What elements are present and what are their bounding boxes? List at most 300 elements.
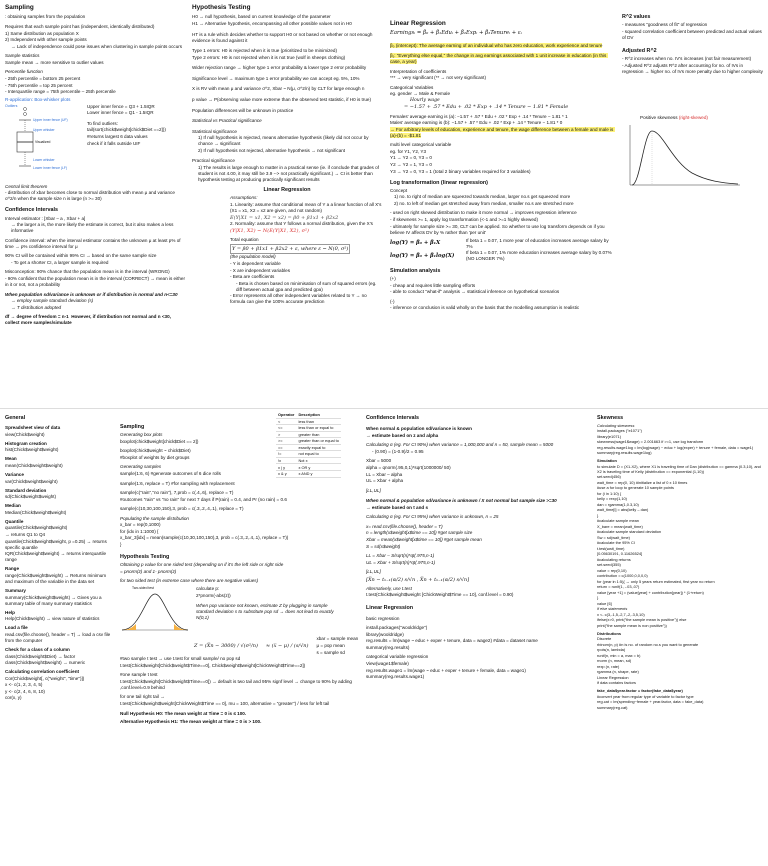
text-line: x_bar = rep(0,1000) bbox=[120, 522, 161, 528]
text-line: Categorical Variables bbox=[390, 84, 434, 90]
text-line: When population sd/variance is unknown or if distribution is normal and n<=30 bbox=[5, 291, 178, 297]
text-line: sample(c(10,30,100,150),3, prob = c(.3,.2,.4,.1), replace = T) bbox=[120, 506, 244, 512]
section-title-confidence: Confidence Intervals bbox=[5, 207, 59, 214]
text-line: - Interquartile range = 75th percentile – 25th percentile bbox=[5, 89, 116, 95]
text-line: print("the sample mean is non positive")) bbox=[597, 622, 667, 628]
boxplot-label-outliers: Outliers bbox=[5, 103, 18, 108]
text-line: Obtaining p value for one sided test (depending on if it's the left side or right side bbox=[120, 562, 284, 568]
text-line: df → degree of freedom = n-1 However, if distribution not normal and n <30, collect more samples/simulate bbox=[5, 314, 173, 326]
equation-normality: (Y|X1, X2) ~ N(E(Y|X1, X2), σ²) bbox=[230, 227, 309, 234]
section-title-linreg: Linear Regression bbox=[390, 20, 446, 27]
text-line: wait_time[i] = abs(kelly – dan) bbox=[597, 507, 649, 513]
text-line: 1) no. to right of median are squeezed towards median, larger no.s get squeezed more bbox=[394, 194, 571, 200]
text-line: H1 → Alternative hypothesis, encompassing all other possible values not in H0 bbox=[192, 21, 352, 27]
text-line: s = sample sd bbox=[316, 649, 345, 655]
text-line: - Beta is chosen based on minimisation of sum of squared errors (eg. diff between actual gpa and predicted gpa) bbox=[236, 280, 378, 292]
text-line: Linear Regression bbox=[597, 674, 629, 680]
outlier-dot bbox=[24, 107, 27, 110]
text-line: cor(x, y) bbox=[5, 695, 22, 701]
text-line: #calculate sample standard deviation bbox=[597, 529, 662, 535]
text-line: LL = Xbar – alpha bbox=[366, 471, 403, 477]
text-line: Alternatively, use t.test bbox=[366, 585, 412, 591]
text-line: Summary bbox=[5, 588, 26, 593]
text-line: - 25th percentile = bottom 25 percent bbox=[5, 75, 81, 81]
section-title-linreg-code: Linear Regression bbox=[366, 604, 414, 611]
text-line: n = length(x$weight[x$time == 10]) #get sample size bbox=[366, 530, 473, 536]
text-line: Interval estimator : [Xbar – a , Xbar + a] bbox=[5, 215, 86, 221]
text-line: - To get a shorter CI, a larger sample is required bbox=[11, 259, 109, 265]
general-lines bbox=[5, 425, 115, 701]
text-line: #use a for loop to generate 10 sample points bbox=[597, 485, 674, 491]
text-line: - distribution of xbar becomes close to normal distribution with mean μ and variance σ^2/n when the sample size n is large (n >= 30) bbox=[5, 190, 177, 202]
text-line: UL = Xbar + alpha bbox=[366, 478, 404, 484]
boxplot-label-lf: Lower inner fence (LF) bbox=[33, 165, 68, 170]
text-line: t.test(Chick$weight[Chick$weight$Time==0]) → default is two tail and 95% signf level → change to 90% by adding ,conf.level=0.9 behind bbox=[120, 678, 354, 690]
text-line: contribution = c(1000,0,0,0,0) bbox=[597, 573, 648, 579]
text-line: - ultimately for sample size >= 30, CLT can be applied. So whether to use log transform depends on if you believe IV affects DV by % rather than 'per unit' bbox=[390, 223, 606, 235]
boxplot-figure bbox=[5, 104, 83, 184]
log-eq-row-1 bbox=[390, 238, 615, 251]
ht-figure-row bbox=[120, 586, 360, 636]
text-line: - measures "goodness of fit" of regression bbox=[622, 22, 708, 28]
text-line: check if it falls outside UIF bbox=[87, 140, 141, 146]
operator-description-cell: x OR y bbox=[296, 464, 340, 471]
log-eq-row-2 bbox=[390, 250, 615, 263]
operator-cell: == bbox=[276, 444, 296, 451]
text-line: Median(Chick$weight$weight) bbox=[5, 509, 67, 515]
text-line: dan = rgamma(1,0.3,10) bbox=[597, 501, 639, 507]
text-line: for (year in 1:5){ → only 5 years return estimated, first year no return bbox=[597, 578, 715, 584]
text-line: - inference or conclusion is valid wholly on the basis that the modelling assumption is realistic bbox=[390, 305, 580, 311]
text-line: If beta 1 = 0.07, 1% more education increases average salary by 0.07% (NO LONGER 7%) bbox=[466, 250, 613, 262]
text-line: boxplot(chick$weight[chick$Diet == 2]) bbox=[120, 438, 199, 444]
text-line: Mean bbox=[5, 456, 17, 462]
col-rsquared bbox=[622, 4, 764, 244]
text-line: #boxplot of weights by diet groups bbox=[120, 454, 190, 460]
col-sampling bbox=[5, 4, 185, 404]
text-line: summary(reg.results.wage1log) bbox=[597, 450, 652, 456]
section-title-logtrans: Log transformation (linear regression) bbox=[390, 179, 488, 186]
text-line: - (0.90) = (1-0.9)/2 = 0.95 bbox=[372, 448, 424, 454]
text-line: x= read.csv(file.choose(), header = T) bbox=[366, 523, 443, 529]
text-line: Upper inner fence = Q3 + 1.5IQR bbox=[87, 103, 155, 109]
text-line: To find outliers: bbox=[87, 120, 118, 126]
text-line: #calculating returns bbox=[597, 556, 631, 562]
skewness-curve-svg bbox=[622, 121, 742, 191]
operator-description-cell: exactly equal to bbox=[296, 444, 340, 451]
text-line: X_bare = mean(wait_time) bbox=[597, 523, 643, 529]
text-line: } bbox=[120, 542, 122, 547]
boxplot-notes bbox=[87, 104, 183, 184]
text-line: When pop variance not known, estimate Z by plugging in sample standard deviation s to substitute pop sd → does not lead to exactly N(0,1) bbox=[196, 602, 335, 620]
text-line: #two sample t test → use t.test for small sample/ no pop sd bbox=[120, 656, 241, 662]
text-line: value = rep(0,10) bbox=[597, 567, 627, 573]
operator-cell: < bbox=[276, 418, 296, 425]
boxplot-label-lower-whisker: Lower whisker bbox=[33, 157, 55, 162]
text-line: Sample mean → more sensitive to outlier values bbox=[5, 59, 104, 65]
outlier-dot bbox=[24, 112, 27, 115]
col-general bbox=[5, 412, 115, 864]
section-title-simulation: Simulation analysis bbox=[390, 267, 441, 274]
text-line: 1) Same distribution as population X bbox=[5, 30, 79, 36]
text-line: Significance level → maximum type 1 error probability we can accept eg. 5%, 10% bbox=[192, 75, 360, 81]
text-line: - squared correlation coefficient between predicted and actual values of DV bbox=[622, 28, 764, 40]
text-line: Population differences will be unknown in practice bbox=[192, 107, 294, 113]
section-title-adjusted-rsq: Adjusted R^2 bbox=[622, 48, 657, 55]
text-line: x_bar_3[idx] = mean(sample(c(10,30,100,150),3, prob = c(.3,.2,.4,.1), replace = T)) bbox=[120, 535, 289, 541]
text-line: - cheap and requires little sampling efforts bbox=[390, 282, 476, 288]
text-line: Confidence interval: when the interval estimator contains the unknown μ at least p% of time → p% confidence interval for μ bbox=[5, 237, 182, 249]
zstat-legend bbox=[316, 636, 358, 656]
text-line: Lower inner fence = Q1 - 1.5IQR bbox=[87, 110, 154, 116]
text-line: Y2 → Y2 = 1, Y3 = 0 bbox=[390, 161, 432, 167]
text-line: Hourly wage bbox=[410, 97, 440, 103]
text-line: eg. gender → Male & Female bbox=[390, 91, 451, 97]
text-line: - if skewness >= 1, apply log transformation (<-1 and >=1 highly skewed) bbox=[390, 216, 538, 222]
operator-cell: > bbox=[276, 431, 296, 438]
text-line: HT is a rule which decides whether to support H0 or not based on whether or not enough evidence is found against it bbox=[192, 31, 374, 43]
text-line: rexp (n, rate) bbox=[597, 663, 620, 669]
text-line: Assumptions: bbox=[230, 195, 258, 201]
text-line: → T distribution adopted bbox=[11, 304, 62, 310]
skewness-lines bbox=[597, 423, 764, 710]
text-line: Calculating skewness bbox=[597, 422, 635, 428]
text-line: - R^2 increases when no. IV's increases (not fair measurement) bbox=[622, 56, 752, 62]
text-line: #returns largest 6 data values bbox=[87, 133, 148, 139]
skew-note: (right-skewed) bbox=[678, 115, 708, 121]
text-line: - X are independent variables bbox=[230, 267, 291, 273]
text-line: - 75th percentile = top 25 percent bbox=[5, 82, 73, 88]
text-line: H0 → null hypothesis, based on current knowledge of the parameter bbox=[192, 14, 331, 20]
text-line: Statistical significance bbox=[192, 128, 237, 134]
section-title-hypothesis: Hypothesis Testing bbox=[192, 4, 251, 11]
text-line: IQR(Chick$weight$weight) → returns interquartile range bbox=[5, 551, 108, 563]
text-line: Requires that each sample point has (independent, identically distributed) bbox=[5, 24, 155, 30]
text-line: Generating samples bbox=[120, 464, 162, 470]
text-line: install.packages ("e1071") bbox=[597, 428, 642, 434]
text-line: Simulation bbox=[597, 458, 617, 464]
text-line: μ = pop mean bbox=[316, 642, 345, 648]
section-title-linreg-assumptions: Linear Regression bbox=[263, 187, 311, 194]
text-line: 2. Normality: assume that Y follows a normal distribution, given the X's bbox=[230, 221, 373, 227]
equation-log-linear: log(Y) = β₀ + β₁X bbox=[390, 240, 441, 247]
text-line: Cor(Chick$weight[, c("weight", "time")]) bbox=[5, 675, 85, 681]
text-line: #one sample t test bbox=[120, 672, 158, 678]
text-line: sample(1:6, replace = T) #for sampling with replacement bbox=[120, 480, 235, 486]
text-line: install.packages("wooldridge") bbox=[366, 625, 428, 631]
text-line: 2*pnorm(-abs(z)) bbox=[196, 592, 231, 598]
text-line: Statistical vs Practical significance bbox=[192, 118, 262, 124]
text-line: library(wooldridge) bbox=[366, 631, 404, 637]
text-line: multi level categorical variable bbox=[390, 142, 452, 148]
text-line: reg.results.wage1log = lm(log(wage) ~ educ + log(exper) + tenure + female, data = wage1) bbox=[597, 444, 754, 450]
p-calc bbox=[196, 586, 346, 636]
text-alt-hypothesis: Alternative Hypothesis H1: The mean weight at Time = 0 is > 100. bbox=[120, 719, 262, 725]
operator-cell: x & y bbox=[276, 470, 296, 477]
text-line: Type 2 errors: H0 is not rejected when it is not true (wolf in sheeps clothing) bbox=[192, 54, 346, 60]
text-line: summary(reg.results) bbox=[366, 644, 410, 650]
text-line: set.seed(456) bbox=[597, 474, 621, 480]
text-line: 2) If null hypothesis not rejected, alternative hypothesis → not significant bbox=[198, 147, 346, 153]
section-title-sampling-code: Sampling bbox=[120, 424, 145, 430]
text-line: 1) If null hypothesis is rejected, means alternative hypothesis (likely did not occur by chance → significant bbox=[198, 135, 370, 147]
boxplot-label-uf: Upper inner fence (UF) bbox=[33, 117, 68, 122]
text-line: } bbox=[597, 595, 599, 601]
text-line: class(Chick$weight$Diet) → factor bbox=[5, 653, 76, 659]
text-line: for one tail right tail → bbox=[120, 694, 165, 700]
text-line: Type 1 errors: H0 is rejected when it is true (prioritized to be minimized) bbox=[192, 48, 338, 54]
equation-z-approx: ≈ (x̅ − μ) / (s/√n) bbox=[265, 642, 309, 649]
col-sampling-code bbox=[120, 412, 360, 864]
text-line: 2) Independent with other sample points bbox=[5, 37, 87, 43]
section-title-rsq: R^2 values bbox=[622, 14, 651, 20]
text-line: - Adjusted R^2 adjusts R^2 after accounting for no. of IVs in regression → higher no. of IVs more penalty due to higher complexity bbox=[622, 63, 763, 75]
text-line: #calculate the 95% CI bbox=[597, 540, 635, 546]
text-line: S = sd(x$weight) bbox=[366, 543, 401, 549]
text-line: y <- c(2, 4, 6, 8, 10) bbox=[5, 688, 45, 694]
text-line: = pnorm(z) and 1- pnorm(z) bbox=[120, 568, 177, 574]
operator-table bbox=[276, 412, 341, 478]
text-line: Calculating α (eg. For CI 95%) when variance is unknown, n = 25 bbox=[366, 514, 499, 520]
boxplot-title: R-application: Box-whisker plots bbox=[5, 97, 71, 103]
sampling-code-left bbox=[120, 412, 270, 478]
text-line: Practical significance bbox=[192, 158, 235, 164]
operator-cell: >= bbox=[276, 438, 296, 445]
col-hypothesis bbox=[192, 4, 382, 404]
text-line: [LL,UL] bbox=[366, 569, 381, 575]
section-separator bbox=[0, 408, 768, 409]
text-line: Calculating correlation coefficient bbox=[5, 669, 80, 675]
text-line: rpois(n, lambda) bbox=[597, 647, 626, 653]
text-line: Standard deviation bbox=[5, 487, 47, 493]
zstat-row bbox=[120, 636, 360, 656]
text-line: summary(reg.results.wage1) bbox=[366, 674, 425, 680]
sampling-code-top bbox=[120, 412, 360, 478]
text-line: x <- c(3,-1,5,-2,7,-2,-3,5,10) bbox=[597, 611, 645, 617]
text-female-avg: Females' average earning is (a): −1.57 + .57 * Edu + .02 * Exp + .14 * Tenure − 1.81 * 1 bbox=[390, 113, 568, 119]
text-line: wait_time = rep(0, 10) #initialize a list of 0 x 10 times bbox=[597, 479, 688, 485]
text-line: rnorm (n, mean, sd) bbox=[597, 658, 632, 664]
text-line: alpha = qnorm(.95,0,1)*sqrt(1000000/ 50) bbox=[366, 464, 451, 470]
operator-description-cell: x AND y bbox=[296, 470, 340, 477]
text-line: categorical variable regression bbox=[366, 654, 429, 660]
text-line: #calculate sample mean bbox=[597, 518, 639, 524]
text-line: sd(Chick$weight$weight) bbox=[5, 494, 57, 500]
text-line: for (i in 1:10) { bbox=[597, 490, 622, 496]
ops-header-operator: Operator bbox=[278, 412, 295, 418]
text-line: - Y is dependent variable bbox=[230, 260, 281, 266]
text-line: set.seed(355) bbox=[597, 562, 621, 568]
text-line: Load a file bbox=[5, 625, 28, 631]
text-line: 1) The results is large enough to matter in a practical sense (ie. if conclude that grades of student is not 4.00, it may still be 3.9 --> not practically significant.) → CI is better than hypothesis testing at producing practically significant results bbox=[198, 165, 381, 183]
col-skewness-code bbox=[597, 412, 764, 864]
text-line: view(Chick$weight) bbox=[5, 431, 45, 437]
text-line: if else statements bbox=[597, 606, 628, 612]
text-line: t.test(Chick$weight$weight [ChickWeight$Time == 10], conf.level = 0.90) bbox=[366, 592, 514, 598]
linreg-assumptions-block bbox=[192, 195, 382, 305]
text-line: library(e1071) bbox=[597, 433, 622, 439]
text-line: Variance bbox=[5, 472, 24, 477]
text-male-avg: Males' average earning is (b): −1.57 + .57 * Edu + .02 * Exp + .14 * Tenure − 1.81 * 0 bbox=[390, 120, 563, 126]
text-line: Median bbox=[5, 503, 21, 509]
left-tail-area bbox=[122, 624, 136, 630]
operator-cell: x | y bbox=[276, 464, 296, 471]
text-line: Spreadsheet view of data bbox=[5, 425, 61, 431]
text-line: - 90% confident that the population mean is in the interval (CORRECT) → mean is either in it or not, not a probability bbox=[5, 276, 187, 288]
text-line: Populating the sample distribution bbox=[120, 515, 189, 521]
text-line: (the population model) bbox=[230, 254, 276, 260]
text-line: → estimate based on z and alpha bbox=[366, 432, 439, 438]
text-line: Y3 → Y2 = 0, Y3 = 1 (total 2 binary variables required for 3 variables) bbox=[390, 168, 531, 174]
text-line: Calculating α (eg. For CI 90%) when variance = 1,000,000 and n = 50, sample mean = 5000 bbox=[366, 442, 554, 448]
text-line: Check for a class of a column bbox=[5, 647, 70, 652]
text-line: read.csv(file.choose(), header = T) → load a csv file from the computer bbox=[5, 631, 112, 643]
operator-description-cell: Not x bbox=[296, 457, 340, 464]
text-line: if data contains factors bbox=[597, 680, 636, 686]
text-line: (+) bbox=[390, 276, 396, 282]
boxplot-label-visualized: Visualized bbox=[35, 139, 51, 144]
text-line: summary(reg.cat) bbox=[597, 704, 628, 710]
text-line: sample(c("rain","no rain"), 7,prob = c(.4,.6), replace = T) bbox=[120, 490, 234, 496]
text-line: X is RV with mean μ and variance σ^2, Xbar ~ N(μ, σ^2/n) by CLT for large enough n bbox=[192, 86, 365, 92]
text-line: xbar = sample mean bbox=[316, 636, 359, 642]
text-line: View(wage1$female) bbox=[366, 661, 409, 667]
text-line: UL = Xbar + S/sqrt(n)*qt(.975,n-1) bbox=[366, 559, 436, 565]
boxplot-block bbox=[5, 104, 185, 184]
text-line: reg.results.wage1 = lm(wage ~ educ + exper + tenure + female, data = wage1) bbox=[366, 667, 526, 673]
text-intercept: β₀ (intercept): The average earning of an individual who has zero education, work experience and tenure bbox=[390, 43, 603, 49]
skew-curve bbox=[632, 131, 738, 185]
text-line: [LL,UL] bbox=[366, 487, 381, 493]
text-line: → estimate based on t and s bbox=[366, 504, 429, 510]
text-line: Percentile function bbox=[5, 69, 43, 75]
text-line: If beta 1 = 0.07, 1 more year of education increases average salary by 7% bbox=[466, 237, 610, 249]
text-line: Misconception: 90% chance that the population mean is in the interval (WRONG) bbox=[5, 269, 170, 275]
ops-header-description: Description bbox=[296, 412, 340, 418]
text-line: mean(Chick$weight$weight) bbox=[5, 462, 63, 468]
text-line: → returns Q1 to Q4 bbox=[5, 532, 46, 537]
text-line: Histogram creation bbox=[5, 440, 47, 446]
text-line: Help(Chick$weight) → view nature of statistics bbox=[5, 616, 100, 622]
text-line: 1. Linearity: assume that conditional mean of Y a a linear function of all X's (X1 = x1, X2 = x2 are given, and not random) bbox=[230, 201, 383, 213]
text-line: Xbar = 5000 bbox=[366, 458, 392, 464]
skew-label: Positive skewness bbox=[640, 115, 678, 121]
text-line: fake_data$year.factor = factor(fake_data$year) bbox=[597, 688, 683, 694]
text-line: return = runif(1, -.03,.07) bbox=[597, 584, 640, 590]
text-line: → the larger a is, the more likely the estimate is correct, but it also makes a less informative bbox=[11, 222, 175, 234]
text-line: Y1 → Y2 = 0, Y3 = 0 bbox=[390, 155, 432, 161]
operator-description-cell: less than bbox=[296, 418, 340, 425]
text-line: skewness(wage1$wage) = 2.001663 if >=1, use log transform bbox=[597, 439, 704, 445]
text-line: kelly = rexp(1,10) bbox=[597, 496, 627, 502]
operator-cell: != bbox=[276, 451, 296, 458]
col-ci-code bbox=[366, 412, 592, 864]
text-line: for (idx in 1:1000) { bbox=[120, 528, 159, 534]
text-line: value [year +1] = (value[year] + contribution[year]) * (1+return) bbox=[597, 589, 704, 595]
text-line: Sw = sd(wait_time) bbox=[597, 534, 630, 540]
operator-row bbox=[276, 470, 341, 477]
right-tail-area bbox=[174, 624, 188, 630]
equation-log-log: log(Y) = β₀ + β₁log(X) bbox=[390, 253, 455, 260]
text-line: Quantile bbox=[5, 518, 24, 524]
skew-label-row bbox=[622, 115, 764, 121]
section-title-skewness: Skewness bbox=[597, 415, 624, 421]
text-line: x <- c(1, 2, 3, 4, 5) bbox=[5, 682, 43, 688]
equation-total: Y = β0 + β1x1 + β2x2 + ε, where ε ~ N(0, σ²) bbox=[230, 244, 350, 255]
text-line: - used on right skewed distribution to make it more normal → improves regression inference bbox=[390, 210, 577, 216]
text-line: rgamma (n, shape, rate) bbox=[597, 669, 639, 675]
two-sided-test-figure bbox=[120, 586, 190, 636]
text-line: Generating box plots bbox=[120, 432, 163, 438]
text-line: 90% CI will be contained within 99% CI → based on the same sample size bbox=[5, 253, 157, 259]
operator-cell: !x bbox=[276, 457, 296, 464]
two-sided-label: Two-sided test bbox=[132, 586, 154, 591]
text-line: runif(n, min = a, max = b) bbox=[597, 652, 641, 658]
text-line: When normal & population sd/variance is unknown / X not normal but sample size >=30 bbox=[366, 498, 557, 504]
section-title-general: General bbox=[5, 415, 26, 421]
text-line: Sample statistics bbox=[5, 53, 40, 59]
text-line: Range bbox=[5, 566, 20, 572]
text-null-hypothesis: Null Hypothesis H0: The mean weight at Time = 0 is ≤ 100. bbox=[120, 710, 247, 716]
text-line: class(Chick$weight$weight) → numeric bbox=[5, 660, 86, 666]
text-line: } bbox=[597, 512, 599, 518]
text-line: Help bbox=[5, 609, 15, 615]
text-line: ifelse(x>0, print("the sample mean is positive")) else bbox=[597, 617, 687, 623]
text-line: basic regression bbox=[366, 615, 400, 621]
equation-t-interval: [X̅n − tₙ₋₁(α/2) s/√n , X̅n + tₙ₋₁(α/2) s/√n] bbox=[366, 577, 470, 584]
text-line: boxplot(chick$weight ~ chick$Diet) bbox=[120, 448, 191, 454]
normal-curve bbox=[122, 594, 188, 630]
text-line: Xbar = mean(x$weight[x$time == 10]) #get sample mean bbox=[366, 537, 482, 542]
text-line: - able to conduct "what-if" analysis → statistical inference on hypothetical scenarios bbox=[390, 289, 560, 295]
text-line: quantile(Chick$weight$weight) bbox=[5, 525, 68, 531]
text-line: eg. for Y1, Y2, Y3 bbox=[390, 148, 427, 154]
operator-cell: <= bbox=[276, 425, 296, 432]
text-line: var(Chick$weight$weight) bbox=[5, 478, 58, 484]
section-title-sampling: Sampling bbox=[5, 4, 34, 11]
col-linreg bbox=[390, 4, 615, 404]
text-line: (-) bbox=[390, 298, 395, 304]
text-line: t.test(Chick$weight[Chick$weight$Time==0], Chick$weight$weight[ChickWeight$Time==2]) bbox=[120, 662, 306, 668]
equation-linearity: E(Y|X1 = x1, X2 = x2) = β0 + β1x1 + β2x2 bbox=[230, 214, 339, 221]
text-line: 2) no. to left of median get stretched away from median, smaller no.s are stretched more bbox=[394, 200, 574, 206]
text-line: t.test(Chick$weight$weight[ChickWeight$Time == 0], mu = 100, alternative = "greater") / less for left tail bbox=[120, 700, 330, 706]
text-line: → Lack of independence could pose issues when clustering in sample points occurs bbox=[11, 43, 183, 49]
text-line: value [6] bbox=[597, 600, 612, 606]
text-line: Total equation bbox=[230, 237, 259, 243]
section-title-ci-code: Confidence Intervals bbox=[366, 415, 420, 421]
operator-description-cell: less than or equal to bbox=[296, 425, 340, 432]
text-beta1: β₁: "Everything else equal," the change in avg earnings associated with 1 unit increase in education (in this case, a year) bbox=[390, 53, 608, 65]
text-line: summary(Chick$weight$weight) → Gives you a summary table of many summary statistics bbox=[5, 594, 103, 606]
text-line: hist(Chick$weight$weight) bbox=[5, 447, 59, 453]
text-line: t.test(wait_time) bbox=[597, 545, 625, 551]
text-line: reg.cat = lm(spending~female + year.factor, data = fake_data) bbox=[597, 699, 704, 705]
text-line: [0.05630191, 0.11626524] bbox=[597, 551, 643, 557]
boxplot-label-upper-whisker: Upper whisker bbox=[33, 127, 55, 132]
text-line: Concept bbox=[390, 187, 408, 193]
text-line: #convert year from regular type of variable to factor type bbox=[597, 693, 694, 699]
text-line: for two sided test (in extreme case where there are negative values) bbox=[120, 578, 259, 584]
text-line: When normal & population sd/variance is known bbox=[366, 426, 472, 432]
text-line: - Beta are coefficients bbox=[230, 274, 275, 280]
text-line: sample(1:6, 6) #generate outcomes of 6 dice rolls bbox=[120, 470, 221, 476]
equation-z-stat: Z = (X̅n − 3000) / √(σ²/n) bbox=[194, 642, 258, 649]
text-line: tail(sort(chick$weight[chick$Diet ==2])) bbox=[87, 127, 166, 133]
text-line: reg.results = lm(wage ~ educ + exper + tenure, data = wage2) #data = dataset name bbox=[366, 638, 538, 644]
text-line: - Error represents all other independent variables related to Y → no formula can give the 100% accurate prediction bbox=[230, 293, 368, 305]
text-line: *** → very significant (** → not very significant) bbox=[390, 75, 486, 81]
